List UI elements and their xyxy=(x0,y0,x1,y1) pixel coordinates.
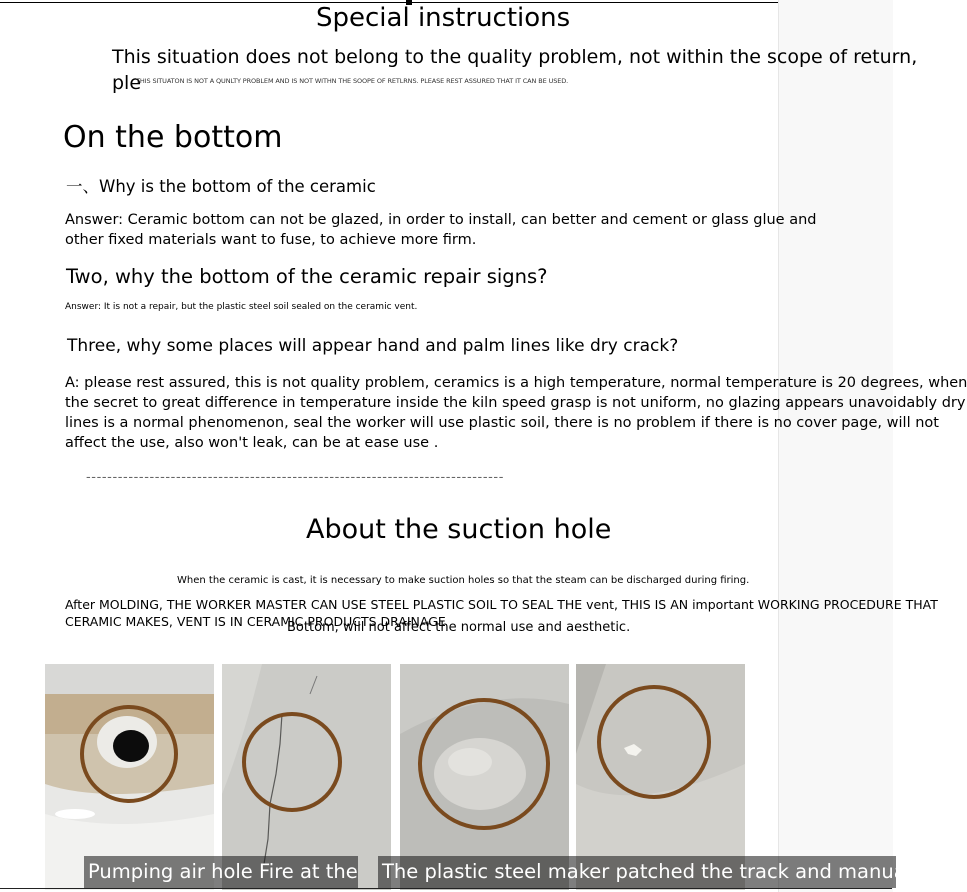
caption-left: Pumping air hole Fire at the xyxy=(84,856,358,888)
suction-small-text: When the ceramic is cast, it is necessary to make suction holes so that the steam can be discharged during firing. xyxy=(177,575,750,586)
answer-2: Answer: It is not a repair, but the plastic steel soil sealed on the ceramic vent. xyxy=(65,302,418,312)
question-3: Three, why some places will appear hand and palm lines like dry crack? xyxy=(67,336,679,356)
question-1: 一、Why is the bottom of the ceramic xyxy=(66,177,376,196)
bottom-rule xyxy=(0,888,892,889)
answer-3-line: affect the use, also won't leak, can be at ease use . xyxy=(65,435,439,451)
caption-right: The plastic steel maker patched the track and manually xyxy=(378,856,896,888)
on-the-bottom-heading: On the bottom xyxy=(63,120,283,155)
question-2: Two, why the bottom of the ceramic repair signs? xyxy=(66,265,548,288)
suction-line-3: Bottom, will not affect the normal use and aesthetic. xyxy=(287,620,631,635)
suction-line-1: After MOLDING, THE WORKER MASTER CAN USE STEEL PLASTIC SOIL TO SEAL THE vent, THIS IS AN important WORKING PROCEDURE THAT xyxy=(65,597,938,612)
special-instructions-title: Special instructions xyxy=(316,3,571,33)
special-intro-text: This situation does not belong to the quality problem, not within the scope of return, xyxy=(112,46,918,68)
dashed-divider: ------------------------------------------------------------------------------- xyxy=(86,470,504,485)
answer-3-line: A: please rest assured, this is not quality problem, ceramics is a high temperature, normal temperature is 20 degrees, when xyxy=(65,375,967,391)
special-intro-cut: ple xyxy=(112,72,142,94)
answer-3-line: the secret to great difference in temperature inside the kiln speed grasp is not uniform, no glazing appears unavoidably dry xyxy=(65,395,966,411)
suction-hole-heading: About the suction hole xyxy=(306,514,612,545)
answer-1: Answer: Ceramic bottom can not be glazed, in order to install, can better and cement or glass glue and other fixed materials want to fuse, to achieve more firm. xyxy=(65,212,817,248)
answer-3-line: lines is a normal phenomenon, seal the worker will use plastic soil, there is no problem if there is no cover page, will not xyxy=(65,415,939,431)
suction-line-2: CERAMIC MAKES, VENT IS IN CERAMIC PRODUCTS DRAINAGE xyxy=(65,614,446,629)
answer-3 xyxy=(65,373,967,453)
special-small-caps: THIS SITUATON IS NOT A QUNLTY PROBLEM AND IS NOT WITHN THE SOOPE OF RETLRNS. PLEASE REST ASSURED THAT IT CAN BE USED. xyxy=(136,77,569,85)
